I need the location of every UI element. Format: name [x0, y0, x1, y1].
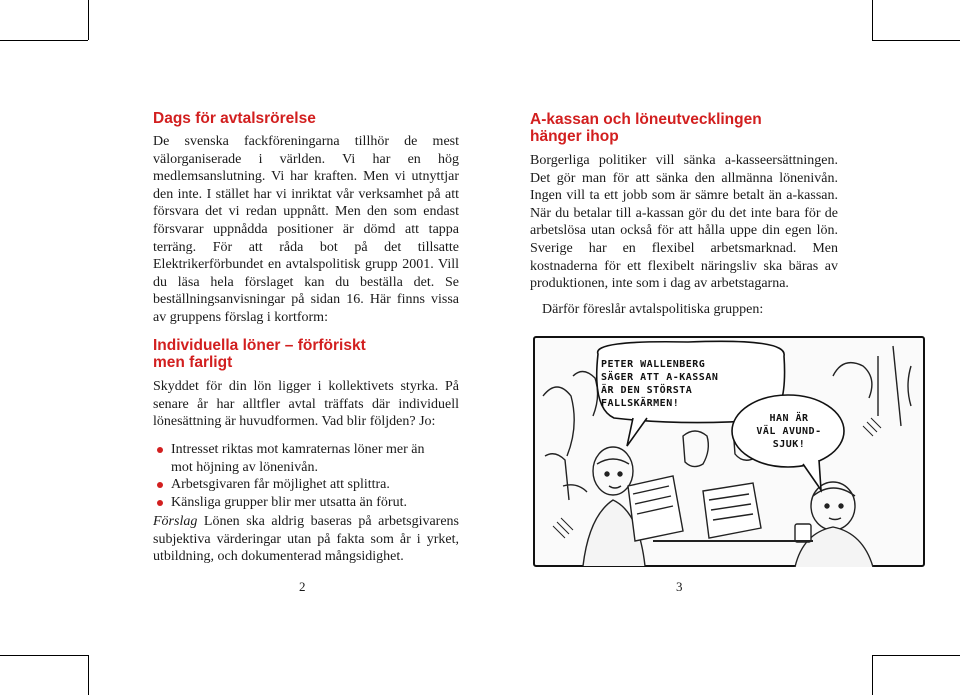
bullet-list [153, 441, 459, 511]
heading-line: A-kassan och löneutvecklingen [530, 111, 762, 128]
bullet-icon [157, 500, 163, 506]
speech-bubble-text [601, 358, 718, 410]
crop-mark [88, 0, 89, 40]
page-number: 2 [299, 579, 306, 594]
proposal-paragraph [153, 513, 459, 566]
crop-mark [0, 40, 88, 41]
proposal-label: Förslag [153, 514, 198, 529]
body-paragraph: Skyddet för din lön ligger i kollektivets styrka. På senare år har alltfler avtal träffats där individuell lönesättning är huvudformen. Vad blir följden? Jo: [153, 379, 459, 430]
list-item-text: Arbetsgivaren får möjlighet att splittra. [171, 477, 390, 493]
bubble-line: SJUK! [772, 439, 806, 450]
crop-mark [88, 655, 89, 695]
crop-mark [872, 40, 960, 41]
bubble-line: FALLSKÄRMEN! [601, 398, 680, 409]
heading-line: Individuella löner – förföriskt [153, 337, 366, 354]
body-paragraph: Därför föreslår avtalspolitiska gruppen: [542, 302, 764, 317]
list-item-text: Känsliga grupper blir mer utsatta än förut. [171, 494, 407, 510]
list-item [153, 494, 459, 512]
bullet-icon [157, 447, 163, 453]
bullet-icon [157, 482, 163, 488]
heading-line: men farligt [153, 354, 233, 371]
proposal-text: Lönen ska aldrig baseras på arbetsgivarens subjektiva värderingar utan på fakta som år i yrket, utbildning, och dokumenterad mångsidighet. [153, 514, 459, 565]
crop-mark [872, 655, 873, 695]
bubble-line: HAN ÄR [769, 413, 809, 424]
page-number: 3 [676, 579, 683, 594]
section-heading [530, 111, 838, 145]
list-item [153, 476, 459, 494]
bubble-line: SÄGER ATT A-KASSAN [601, 372, 719, 383]
crop-mark [872, 655, 960, 656]
cartoon-drawing [533, 336, 925, 567]
intro-paragraph: De svenska fackföreningarna tillhör de mest välorganiserade i världen. Vi har en hög medlemsanslutning. Vi har kraften. Men vi utnyttjar den inte. I stället har vi inriktat vår verksamhet på att försvara det vi redan uppnått. Men den som endast försvarar uppnådda positioner är dömd att tappa terräng. För att råda bot på det tillsatte Elektrikerförbundet en avtalspolitisk grupp 2001. Vill du läsa hela förslaget kan du beställa det. Se beställningsanvisningar på sidan 16. Här finns vissa av gruppens förslag i kortform: [153, 134, 459, 325]
list-item-text: Intresset riktas mot kamraternas löner mer än [171, 442, 425, 457]
bubble-line: PETER WALLENBERG [601, 359, 706, 370]
list-item [153, 441, 459, 476]
section-heading [153, 337, 459, 371]
list-item-text: mot höjning av lönenivån. [171, 459, 318, 475]
speech-bubble-text [755, 412, 823, 451]
section-heading: Dags för avtalsrörelse [153, 110, 316, 127]
bubble-line: ÄR DEN STÖRSTA [601, 385, 693, 396]
body-paragraph: Borgerliga politiker vill sänka a-kasseersättningen. Det gör man för att sänka den allmänna lönenivån. Ingen vill ta ett jobb som är sämre betalt än a-kassan. När du betalar till a-kassan gör du det inte bara för de arbetslösa utan också för att hålla uppe din egen lön. Sverige har en flexibel arbetsmarknad. Men kostnaderna för ett flexibelt näringsliv ska bäras av produktionen, inte som i dag av arbetstagarna. [530, 153, 838, 292]
heading-line: hänger ihop [530, 128, 619, 145]
crop-mark [0, 655, 88, 656]
crop-mark [872, 0, 873, 40]
cartoon-illustration [533, 336, 925, 567]
bubble-line: VÄL AVUND- [756, 426, 822, 437]
